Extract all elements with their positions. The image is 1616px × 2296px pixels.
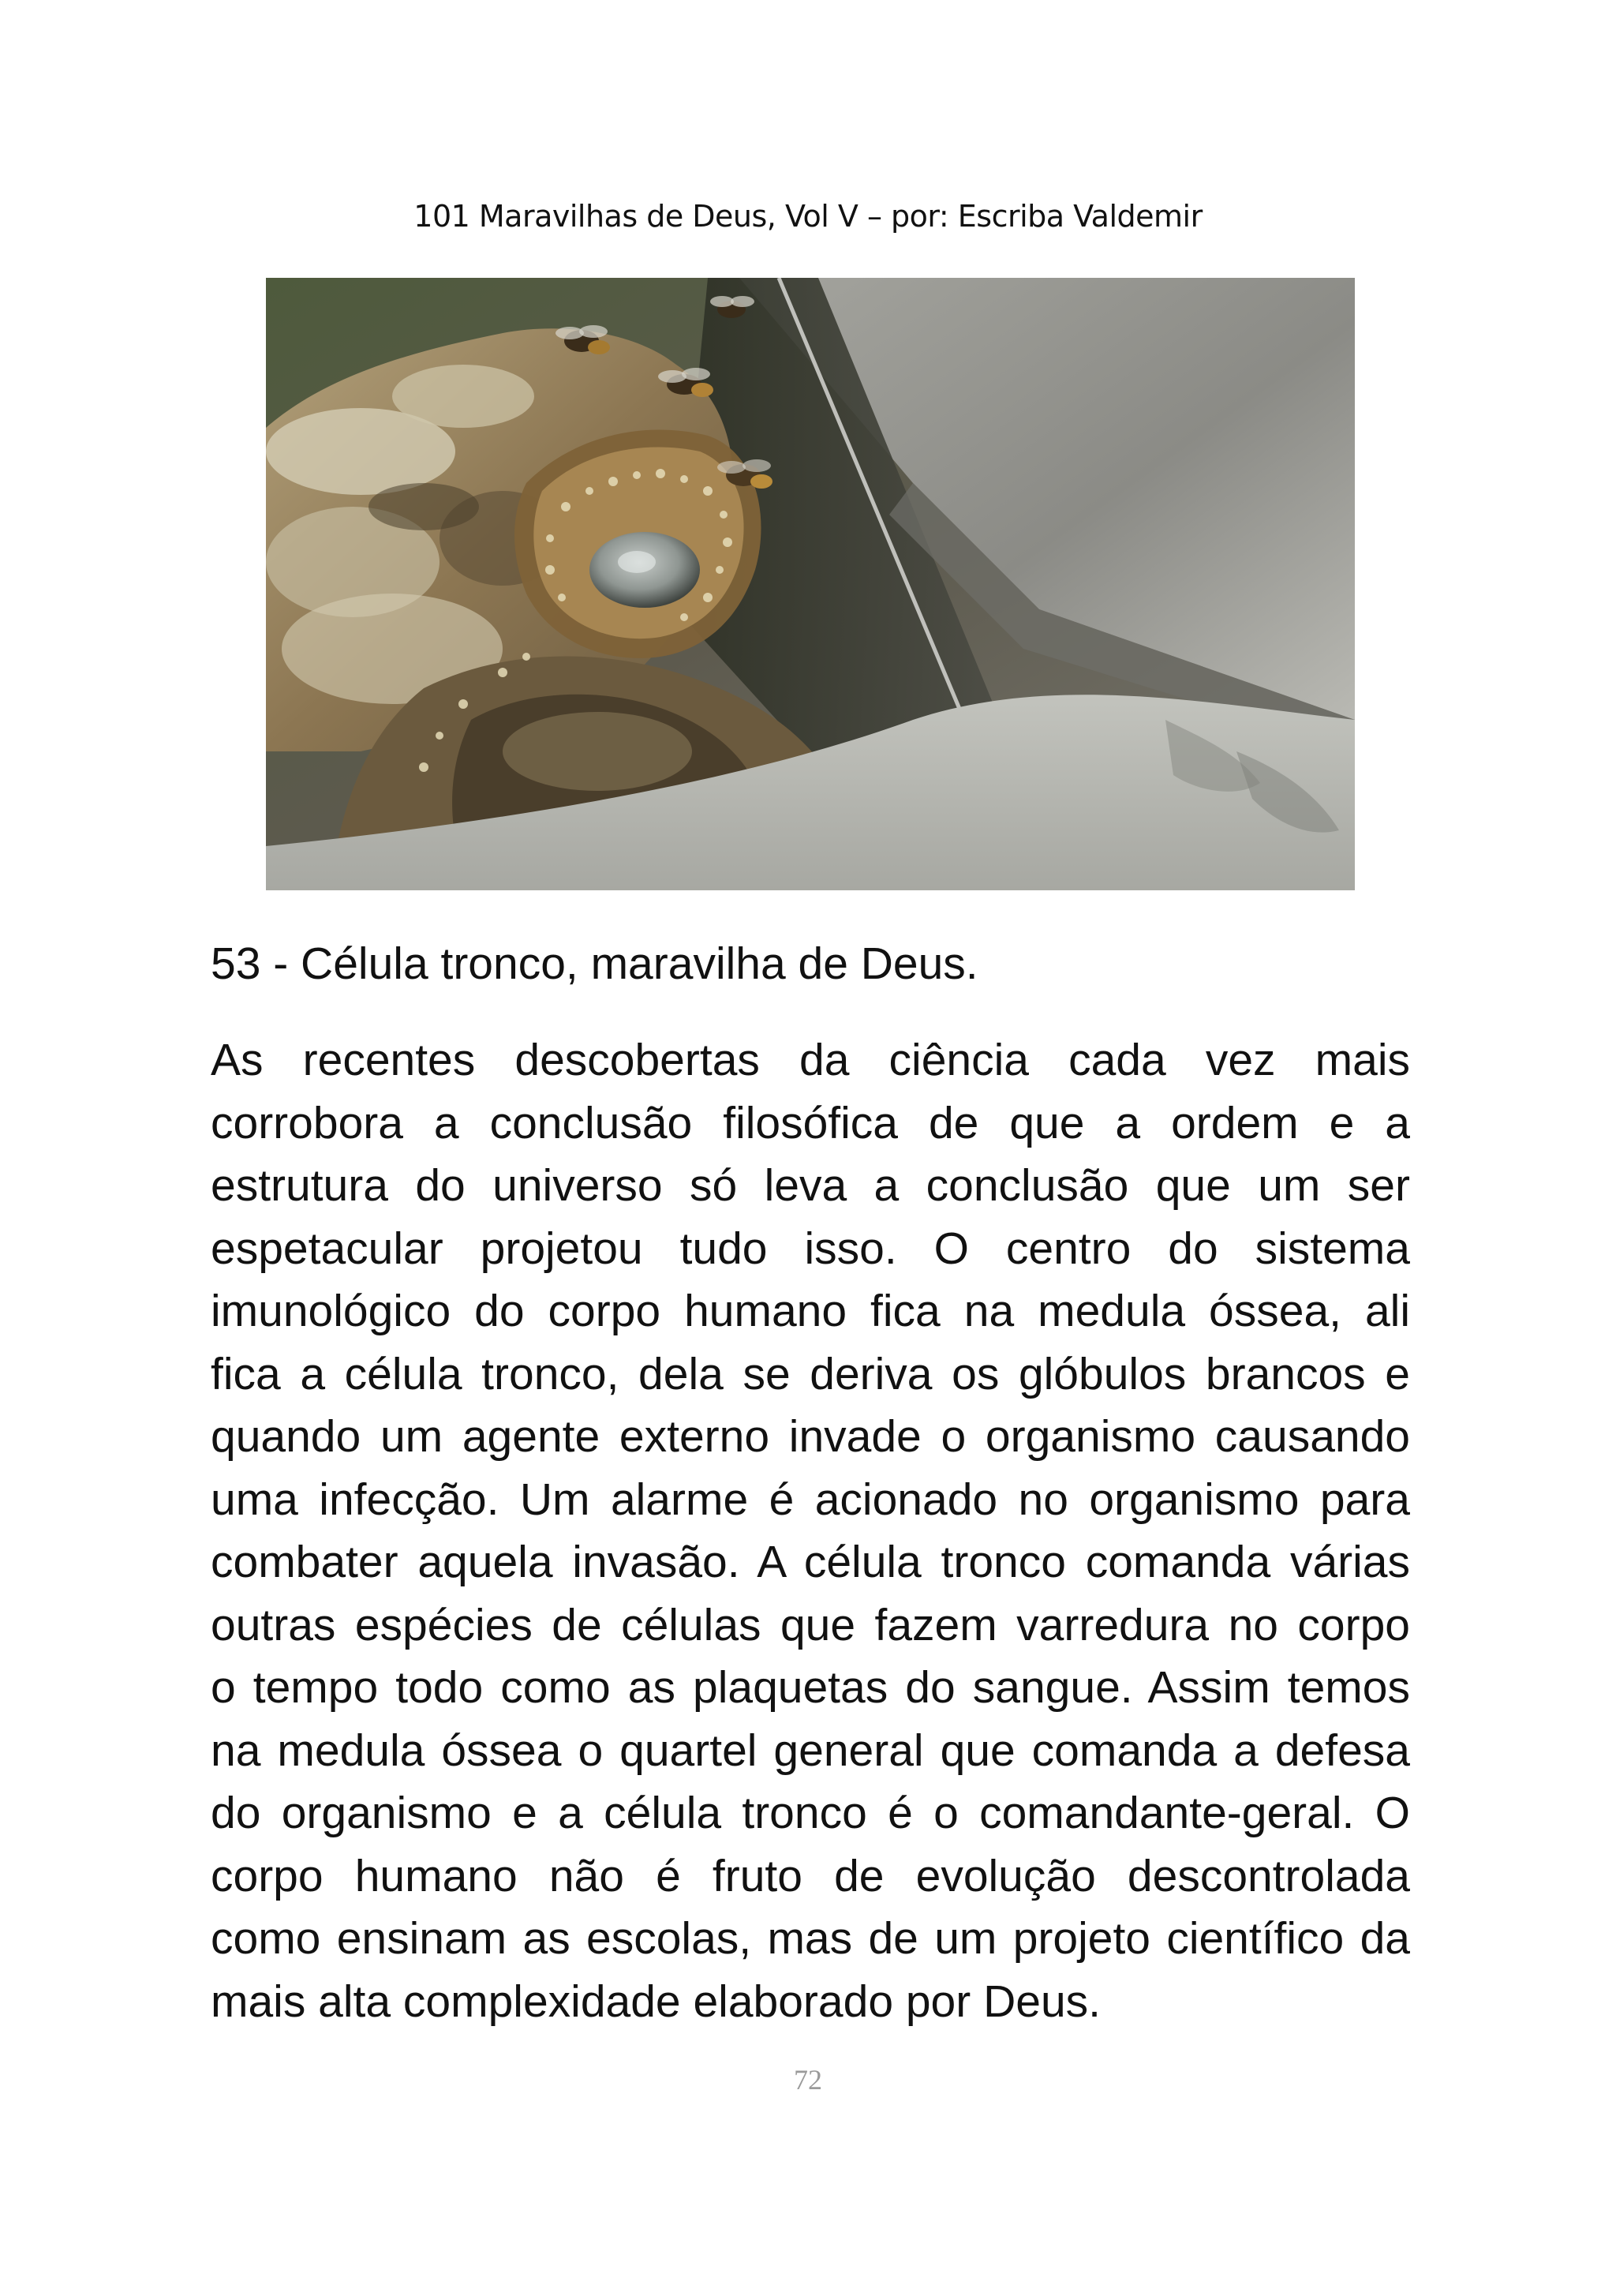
body-line: uma infecção. Um alarme é acionado no organismo para: [211, 1474, 1410, 1525]
body-line: do organismo e a célula tronco é o comandante-geral. O: [211, 1788, 1410, 1838]
body-line: fica a célula tronco, dela se deriva os glóbulos brancos e: [211, 1348, 1410, 1399]
body-line: corrobora a conclusão filosófica de que a ordem e a: [211, 1097, 1410, 1148]
chapter-title: 53 - Célula tronco, maravilha de Deus.: [211, 938, 978, 989]
body-line: combater aquela invasão. A célula tronco comanda várias: [211, 1537, 1410, 1587]
body-line: o tempo todo como as plaquetas do sangue. Assim temos: [211, 1662, 1410, 1713]
body-line: como ensinam as escolas, mas de um projeto científico da: [211, 1913, 1410, 1964]
body-line: espetacular projetou tudo isso. O centro do sistema: [211, 1223, 1410, 1274]
toad-photo: [266, 278, 1355, 890]
body-line: As recentes descobertas da ciência cada vez mais: [211, 1035, 1410, 1085]
body-paragraph: [211, 1029, 1410, 2033]
body-line: na medula óssea o quartel general que comanda a defesa: [211, 1725, 1410, 1776]
body-line: quando um agente externo invade o organismo causando: [211, 1411, 1410, 1462]
body-line: imunológico do corpo humano fica na medula óssea, ali: [211, 1286, 1410, 1336]
body-line: outras espécies de células que fazem varredura no corpo: [211, 1599, 1410, 1650]
body-line: mais alta complexidade elaborado por Deus.: [211, 1976, 1101, 2027]
running-header: 101 Maravilhas de Deus, Vol V – por: Escriba Valdemir: [413, 199, 1203, 234]
body-line: estrutura do universo só leva a conclusão que um ser: [211, 1160, 1410, 1211]
page-number: 72: [794, 2064, 822, 2096]
body-line: corpo humano não é fruto de evolução descontrolada: [211, 1850, 1410, 1901]
